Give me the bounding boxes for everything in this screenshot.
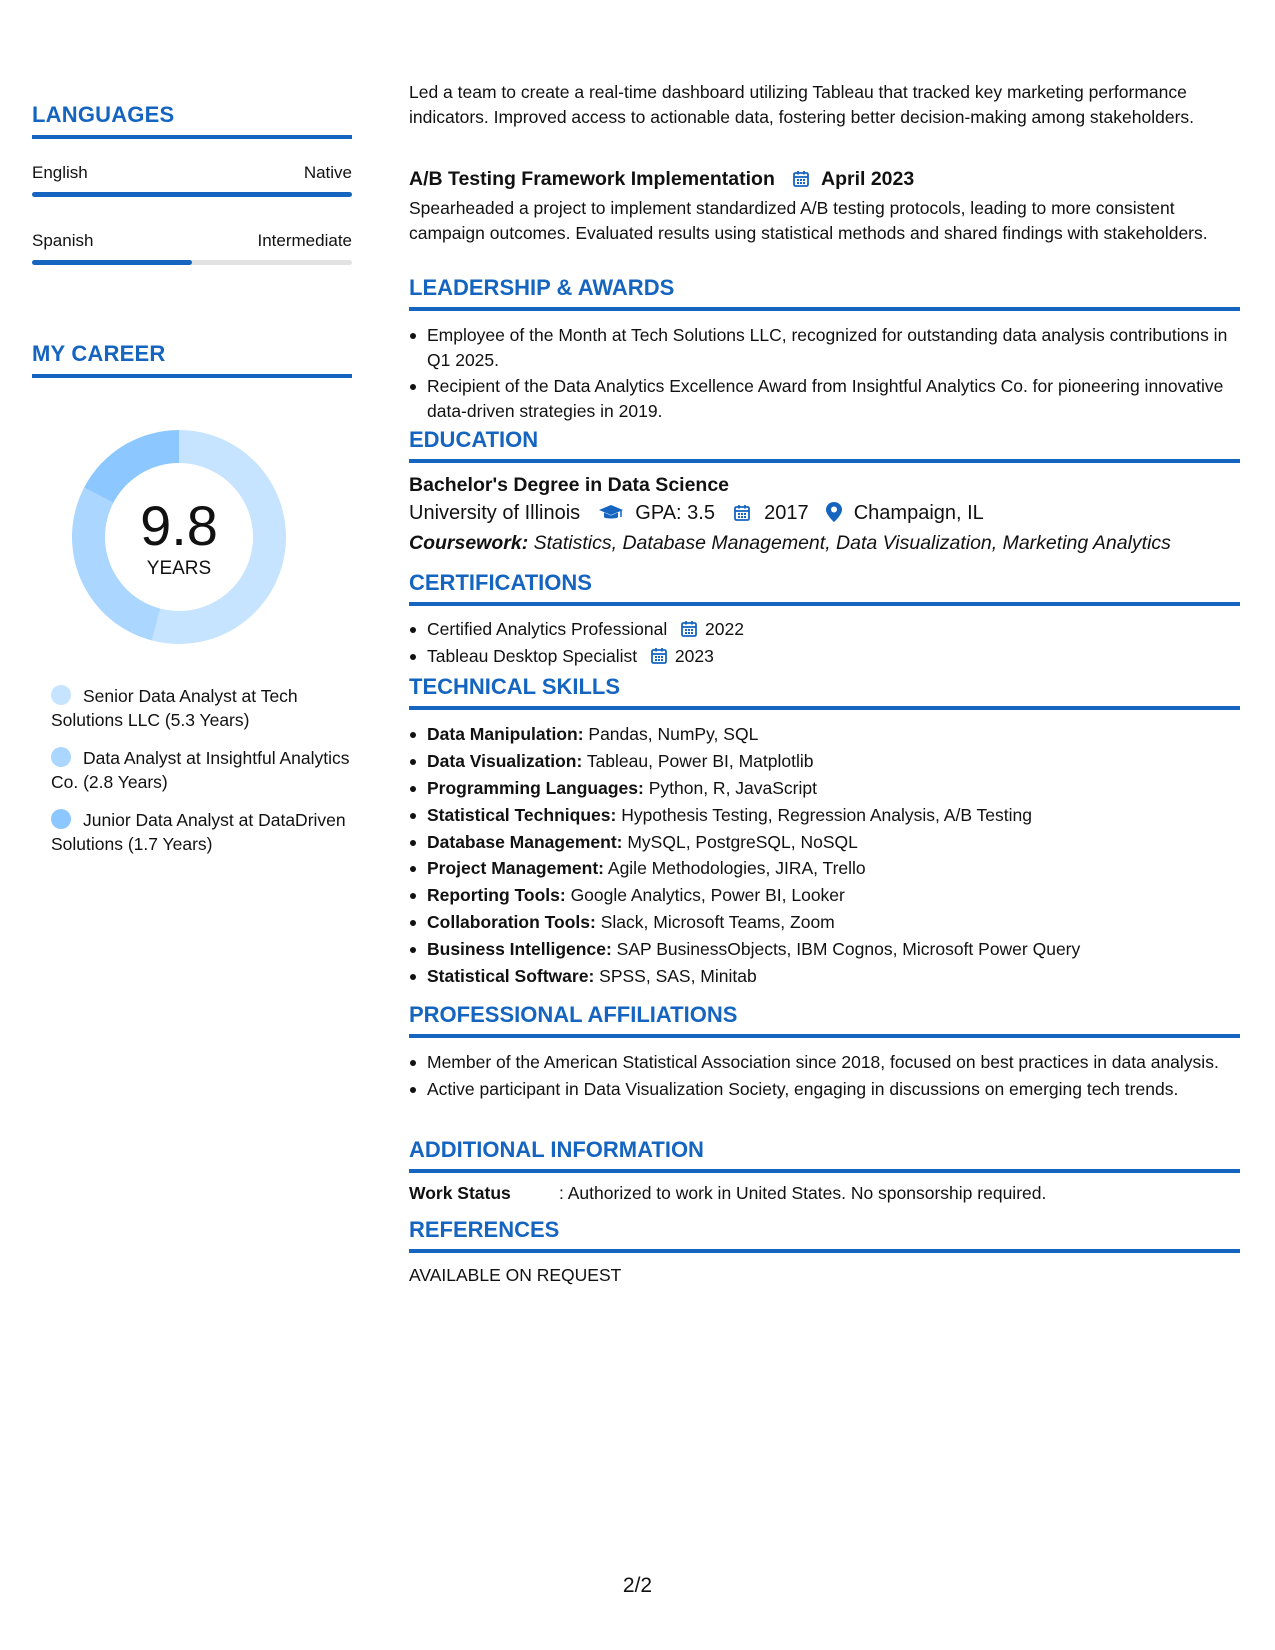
language-proficiency-fill xyxy=(32,192,352,197)
additional-info-title: ADDITIONAL INFORMATION xyxy=(409,1136,1240,1173)
coursework-label: Coursework: xyxy=(409,532,529,554)
list-item: Employee of the Month at Tech Solutions LLC, recognized for outstanding data analysis contributions in Q1 2025. xyxy=(427,323,1240,372)
language-item xyxy=(32,230,352,265)
legend-swatch xyxy=(51,809,71,829)
skill-item xyxy=(427,937,1240,962)
calendar-icon xyxy=(733,504,751,522)
skill-item xyxy=(427,856,1240,881)
language-item xyxy=(32,162,352,197)
skill-label: Database Management: xyxy=(427,831,623,852)
skill-label: Programming Languages: xyxy=(427,777,644,798)
skill-value: Python, R, JavaScript xyxy=(648,777,817,798)
work-status-row xyxy=(409,1181,1240,1205)
affiliations-section xyxy=(409,1001,1240,1103)
project-description: Spearheaded a project to implement standardized A/B testing protocols, leading to more consistent campaign outcomes. Evaluated results using statistical methods and shared findings with stakeholders. xyxy=(409,198,1208,243)
legend-swatch xyxy=(51,747,71,767)
education-title: EDUCATION xyxy=(409,426,1240,463)
calendar-icon xyxy=(680,620,698,638)
language-proficiency-bar xyxy=(32,192,352,197)
skill-item xyxy=(427,749,1240,774)
calendar-icon xyxy=(650,647,668,665)
skill-value: Pandas, NumPy, SQL xyxy=(588,724,759,744)
project-item xyxy=(409,166,1240,245)
list-item xyxy=(427,617,1240,642)
graduation-year: 2017 xyxy=(764,502,809,524)
legend-item xyxy=(51,746,351,794)
legend-label: Junior Data Analyst at DataDriven Solutions (1.7 Years) xyxy=(51,810,346,854)
skills-title: TECHNICAL SKILLS xyxy=(409,673,1240,710)
location-pin-icon xyxy=(826,502,842,522)
skill-label: Data Manipulation: xyxy=(427,724,584,744)
languages-section xyxy=(32,101,352,139)
career-section xyxy=(32,340,352,378)
affiliations-title: PROFESSIONAL AFFILIATIONS xyxy=(409,1001,1240,1038)
language-name: English xyxy=(32,163,88,182)
references-section xyxy=(409,1216,1240,1287)
education-section xyxy=(409,426,1240,558)
school-name: University of Illinois xyxy=(409,502,581,524)
certification-year: 2022 xyxy=(705,619,744,639)
project-description: Led a team to create a real-time dashboard utilizing Tableau that tracked key marketing performance indicators. Improved access to actionable data, fostering better decision-making among stakeholders. xyxy=(409,82,1195,127)
list-item xyxy=(427,644,1240,669)
list-item: Active participant in Data Visualization Society, engaging in discussions on emerging tech trends. xyxy=(427,1077,1240,1102)
certifications-section xyxy=(409,569,1240,670)
language-level: Native xyxy=(303,163,352,182)
skill-label: Reporting Tools: xyxy=(427,885,566,906)
certification-year: 2023 xyxy=(674,645,714,666)
skill-value: SPSS, SAS, Minitab xyxy=(599,966,757,987)
language-name: Spanish xyxy=(32,231,94,250)
work-status-value: : Authorized to work in United States. No sponsorship required. xyxy=(559,1183,1047,1203)
skill-value: Google Analytics, Power BI, Looker xyxy=(570,885,845,906)
career-donut-chart xyxy=(66,424,292,650)
skill-item xyxy=(427,883,1240,908)
language-level: Intermediate xyxy=(257,231,352,250)
legend-swatch xyxy=(51,685,71,705)
career-legend xyxy=(51,684,351,870)
calendar-icon xyxy=(792,170,810,188)
references-text: AVAILABLE ON REQUEST xyxy=(409,1265,622,1285)
skills-section xyxy=(409,673,1240,991)
references-title: REFERENCES xyxy=(409,1216,1240,1253)
skill-item xyxy=(427,830,1240,855)
certification-name: Tableau Desktop Specialist xyxy=(427,645,638,666)
coursework-list: Statistics, Database Management, Data Visualization, Marketing Analytics xyxy=(533,532,1171,554)
list-item: Member of the American Statistical Association since 2018, focused on best practices in data analysis. xyxy=(427,1050,1240,1075)
gpa: GPA: 3.5 xyxy=(635,502,715,524)
additional-info-section xyxy=(409,1136,1240,1205)
skill-value: MySQL, PostgreSQL, NoSQL xyxy=(627,831,858,852)
skill-label: Statistical Software: xyxy=(427,966,595,987)
degree-title: Bachelor's Degree in Data Science xyxy=(409,474,730,496)
skill-label: Statistical Techniques: xyxy=(427,804,617,825)
skill-item xyxy=(427,722,1240,747)
coursework xyxy=(409,528,1240,558)
skill-label: Project Management: xyxy=(427,858,604,879)
project-intro xyxy=(409,80,1240,129)
languages-title: LANGUAGES xyxy=(32,101,352,139)
skill-item xyxy=(427,776,1240,801)
skill-label: Business Intelligence: xyxy=(427,939,612,960)
list-item: Recipient of the Data Analytics Excellence Award from Insightful Analytics Co. for pioneering innovative data-driven strategies in 2019. xyxy=(427,374,1240,423)
project-date: April 2023 xyxy=(821,168,915,190)
certifications-title: CERTIFICATIONS xyxy=(409,569,1240,606)
skill-item xyxy=(427,803,1240,828)
donut-center xyxy=(66,424,292,650)
skill-value: Slack, Microsoft Teams, Zoom xyxy=(600,912,835,933)
legend-item xyxy=(51,808,351,856)
legend-item xyxy=(51,684,351,732)
school-location: Champaign, IL xyxy=(853,502,984,524)
skill-value: Tableau, Power BI, Matplotlib xyxy=(586,750,814,771)
skill-item xyxy=(427,964,1240,989)
work-status-label: Work Status xyxy=(409,1183,511,1203)
career-total-unit: YEARS xyxy=(146,558,212,579)
skills-list xyxy=(409,722,1240,989)
skill-value: Agile Methodologies, JIRA, Trello xyxy=(607,858,866,879)
certification-name: Certified Analytics Professional xyxy=(427,619,668,639)
graduation-cap-icon xyxy=(598,504,624,522)
career-title: MY CAREER xyxy=(32,340,352,378)
legend-label: Senior Data Analyst at Tech Solutions LLC (5.3 Years) xyxy=(51,686,298,730)
language-proficiency-fill xyxy=(32,260,192,265)
skill-value: SAP BusinessObjects, IBM Cognos, Microsoft Power Query xyxy=(616,939,1081,960)
career-total-years: 9.8 xyxy=(140,494,218,557)
skill-label: Collaboration Tools: xyxy=(427,912,596,933)
skill-label: Data Visualization: xyxy=(427,750,583,771)
skill-item xyxy=(427,910,1240,935)
legend-label: Data Analyst at Insightful Analytics Co. (2.8 Years) xyxy=(51,748,350,792)
leadership-title: LEADERSHIP & AWARDS xyxy=(409,274,1240,311)
language-proficiency-bar xyxy=(32,260,352,265)
project-title: A/B Testing Framework Implementation xyxy=(409,168,775,190)
skill-value: Hypothesis Testing, Regression Analysis, A/B Testing xyxy=(621,804,1033,825)
education-details xyxy=(409,498,1240,528)
leadership-section xyxy=(409,274,1240,425)
page-number: 2/2 xyxy=(622,1574,653,1597)
